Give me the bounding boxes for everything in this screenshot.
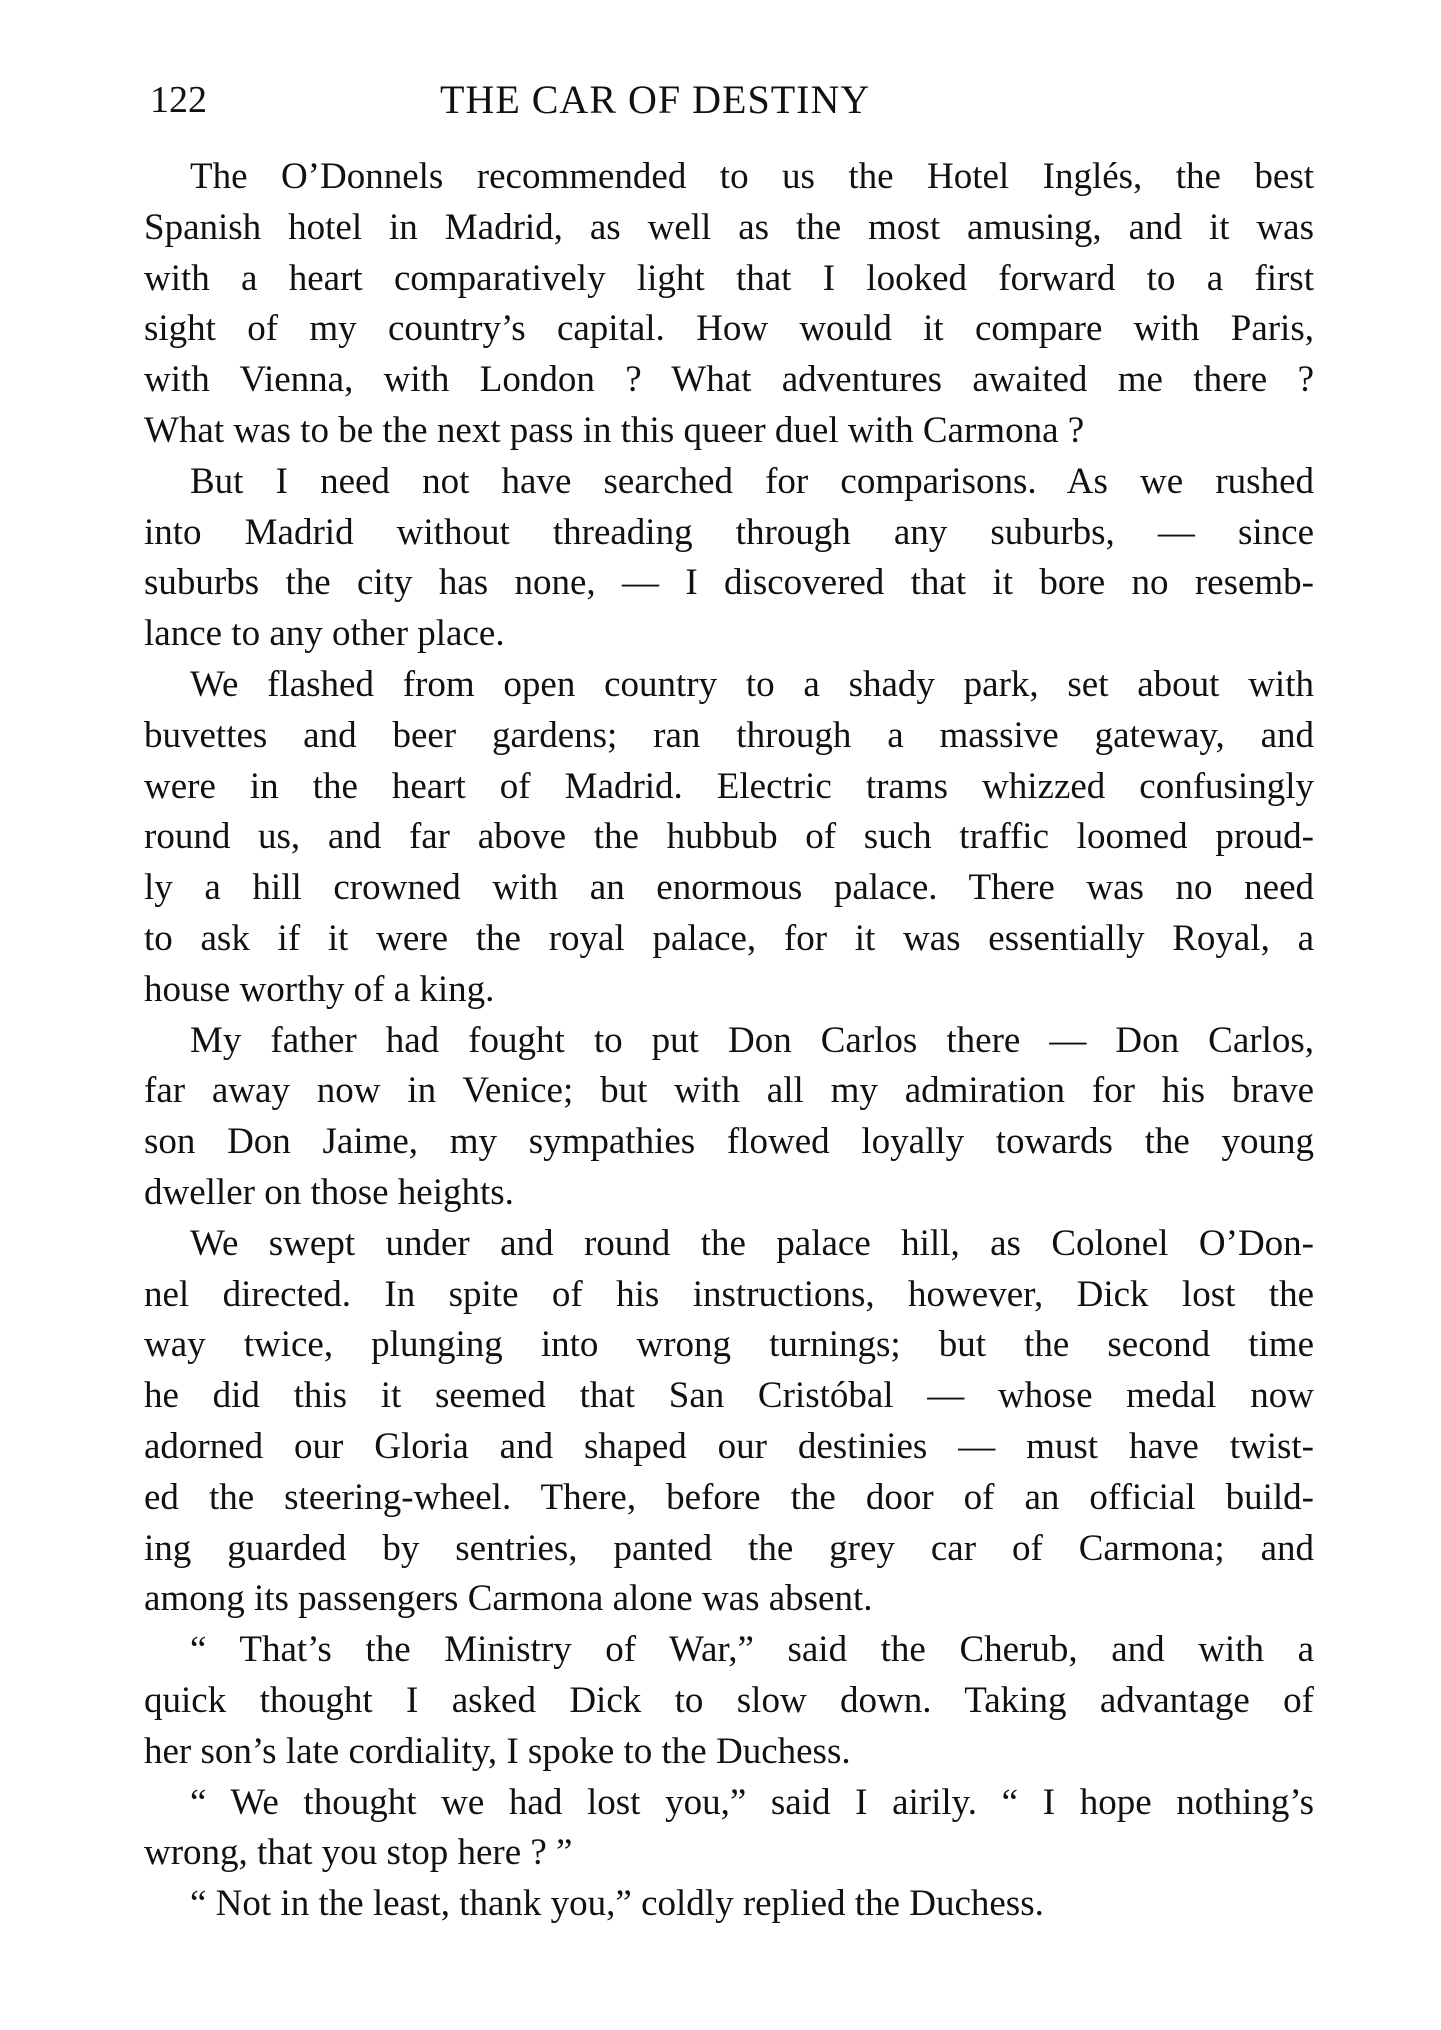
text-line: her son’s late cordiality, I spoke to the Duchess.	[144, 1730, 851, 1772]
text-line: to ask if it were the royal palace, for it was essentially Royal, a	[144, 917, 1314, 959]
body-text	[144, 152, 1314, 1930]
text-line: suburbs the city has none, — I discovered that it bore no resemb-	[144, 562, 1314, 604]
text-line: The O’Donnels recommended to us the Hotel Inglés, the best	[190, 156, 1314, 197]
text-line: way twice, plunging into wrong turnings; but the second time	[144, 1324, 1314, 1366]
text-line: What was to be the next pass in this queer duel with Carmona ?	[144, 409, 1085, 451]
text-line: sight of my country’s capital. How would it compare with Paris,	[144, 308, 1314, 350]
text-line: But I need not have searched for comparisons. As we rushed	[190, 460, 1314, 502]
paragraph	[144, 1016, 1314, 1219]
text-line: quick thought I asked Dick to slow down. Taking advantage of	[144, 1679, 1314, 1721]
text-line: lance to any other place.	[144, 613, 505, 655]
paragraph	[144, 1219, 1314, 1625]
text-line: with a heart comparatively light that I looked forward to a first	[144, 257, 1314, 299]
paragraph	[144, 457, 1314, 660]
text-line: dweller on those heights.	[144, 1171, 514, 1213]
page-number: 122	[150, 79, 207, 121]
text-line: buvettes and beer gardens; ran through a massive gateway, and	[144, 714, 1314, 756]
text-line: he did this it seemed that San Cristóbal — whose medal now	[144, 1375, 1314, 1417]
text-line: among its passengers Carmona alone was absent.	[144, 1578, 873, 1620]
text-line: We swept under and round the palace hill, as Colonel O’Don-	[190, 1222, 1314, 1264]
text-line: son Don Jaime, my sympathies flowed loyally towards the young	[144, 1121, 1314, 1163]
paragraph	[144, 660, 1314, 1016]
text-line: ing guarded by sentries, panted the grey car of Carmona; and	[144, 1527, 1314, 1569]
text-line: ed the steering-wheel. There, before the door of an official build-	[144, 1476, 1314, 1518]
text-line: with Vienna, with London ? What adventures awaited me there ?	[144, 359, 1314, 401]
text-line: “ We thought we had lost you,” said I airily. “ I hope nothing’s	[190, 1781, 1314, 1823]
text-line: round us, and far above the hubbub of such traffic loomed proud-	[144, 816, 1314, 858]
paragraph	[144, 1879, 1314, 1930]
text-line: We flashed from open country to a shady park, set about with	[190, 663, 1314, 705]
text-line: My father had fought to put Don Carlos there — Don Carlos,	[190, 1019, 1314, 1061]
paragraph	[144, 1778, 1314, 1880]
paragraph	[144, 1625, 1314, 1777]
text-line: “ Not in the least, thank you,” coldly replied the Duchess.	[190, 1883, 1044, 1925]
text-line: “ That’s the Ministry of War,” said the Cherub, and with a	[190, 1629, 1314, 1671]
running-title: THE CAR OF DESTINY	[440, 77, 871, 122]
text-line: Spanish hotel in Madrid, as well as the most amusing, and it was	[144, 206, 1314, 248]
text-line: ly a hill crowned with an enormous palace. There was no need	[144, 867, 1314, 909]
text-line: into Madrid without threading through any suburbs, — since	[144, 511, 1314, 553]
text-line: were in the heart of Madrid. Electric trams whizzed confusingly	[144, 765, 1314, 807]
text-line: far away now in Venice; but with all my admiration for his brave	[144, 1070, 1314, 1112]
paragraph	[144, 152, 1314, 457]
text-line: house worthy of a king.	[144, 968, 495, 1010]
text-line: adorned our Gloria and shaped our destinies — must have twist-	[144, 1425, 1314, 1467]
text-line: nel directed. In spite of his instructions, however, Dick lost the	[144, 1273, 1314, 1315]
text-line: wrong, that you stop here ? ”	[144, 1832, 573, 1874]
